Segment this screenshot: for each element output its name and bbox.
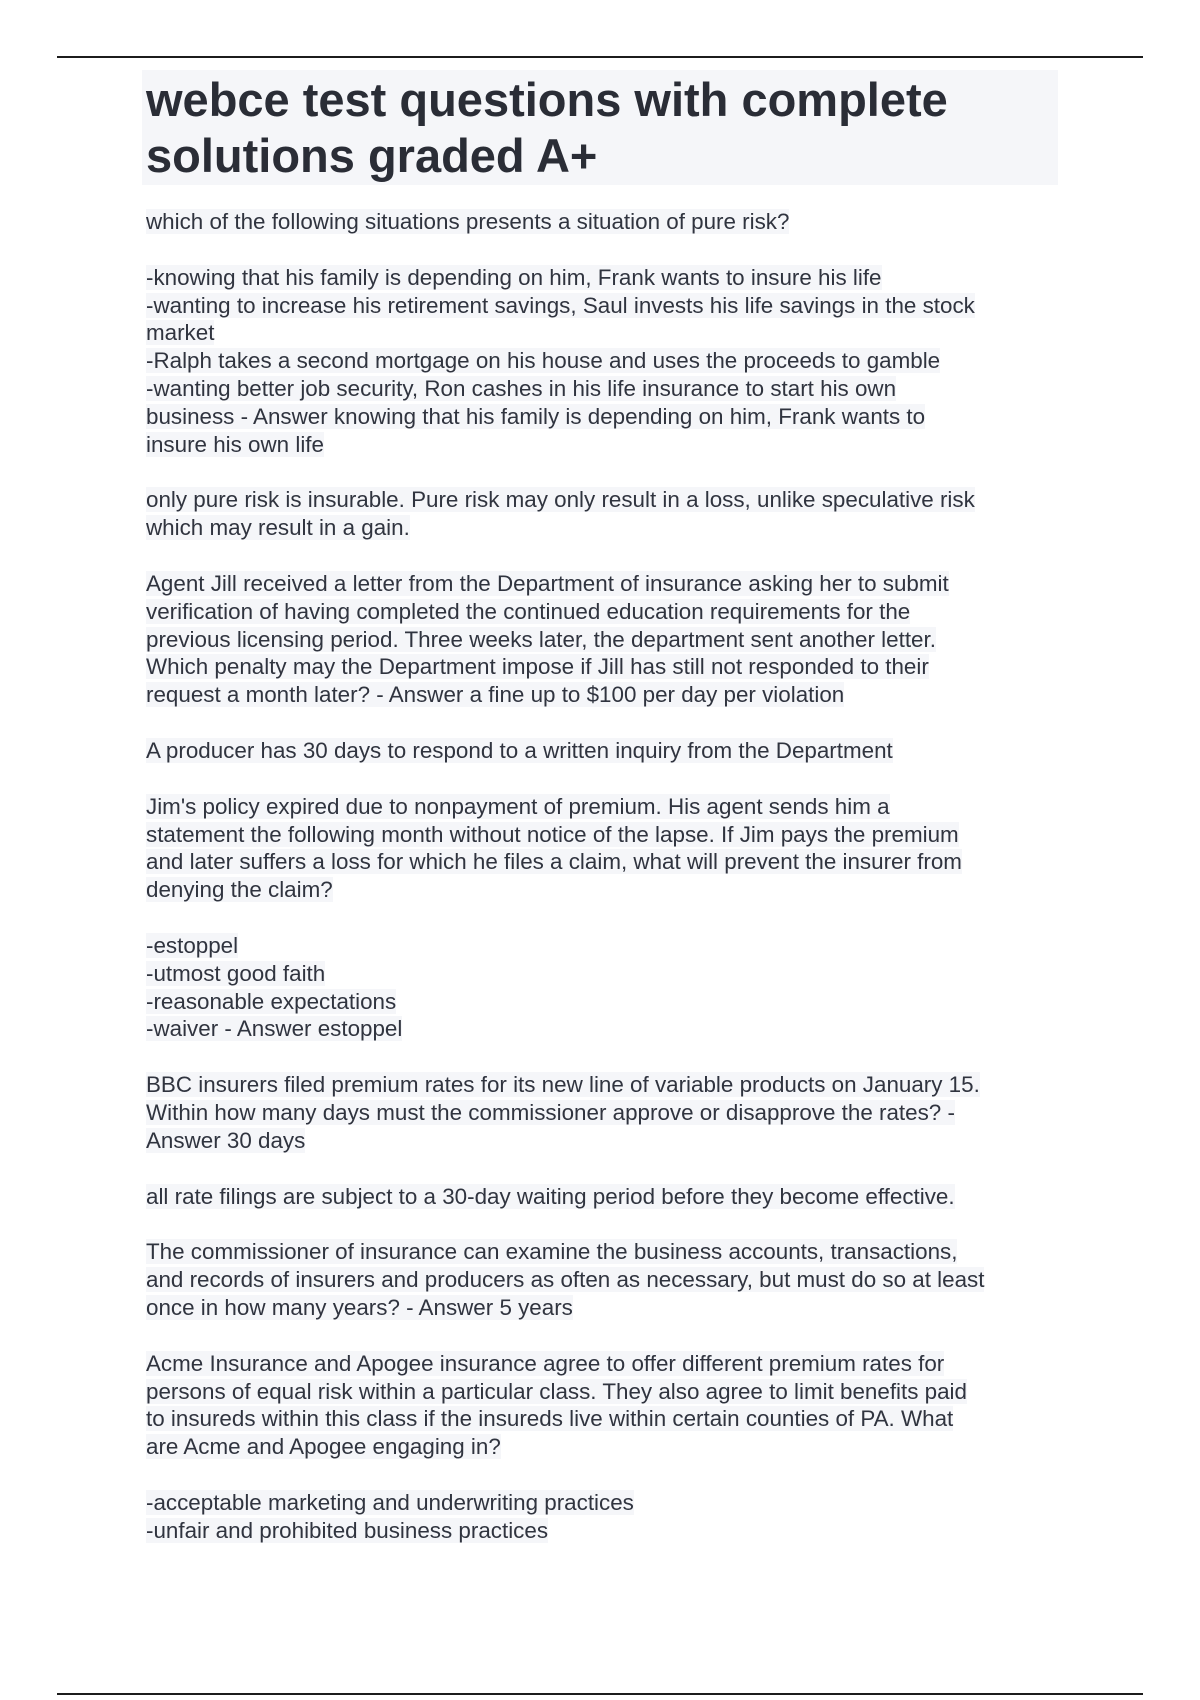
- text-line-content: only pure risk is insurable. Pure risk may only result in a loss, unlike speculative risk: [146, 487, 975, 513]
- text-line-content: which may result in a gain.: [146, 515, 410, 541]
- text-line-content: -waiver - Answer estoppel: [146, 1016, 403, 1042]
- text-line: [146, 960, 1058, 988]
- text-line: [146, 681, 1058, 709]
- text-line: [146, 570, 1058, 598]
- text-line: [146, 1015, 1058, 1043]
- text-line-content: and records of insurers and producers as often as necessary, but must do so at least: [146, 1267, 985, 1293]
- text-line: [146, 319, 1058, 347]
- bottom-rule: [57, 1693, 1143, 1695]
- text-line-content: Jim's policy expired due to nonpayment of premium. His agent sends him a: [146, 793, 890, 819]
- text-line: [146, 375, 1058, 403]
- text-line-content: BBC insurers filed premium rates for its new line of variable products on January 15.: [146, 1072, 980, 1098]
- text-line-content: -reasonable expectations: [146, 988, 397, 1014]
- text-line: [146, 626, 1058, 654]
- text-line: [146, 292, 1058, 320]
- text-block: [146, 208, 1058, 236]
- text-block: [146, 1350, 1058, 1461]
- text-line: [146, 848, 1058, 876]
- text-block: [146, 1183, 1058, 1211]
- text-line-content: -estoppel: [146, 932, 239, 958]
- text-line: [146, 1266, 1058, 1294]
- text-line: [146, 431, 1058, 459]
- text-line-content: Agent Jill received a letter from the Department of insurance asking her to submit: [146, 570, 949, 596]
- text-block: [146, 1071, 1058, 1154]
- text-line-content: verification of having completed the continued education requirements for the: [146, 598, 911, 624]
- text-line-content: -knowing that his family is depending on him, Frank wants to insure his life: [146, 264, 882, 290]
- text-line-content: denying the claim?: [146, 877, 333, 903]
- text-line: [146, 1294, 1058, 1322]
- text-line-content: once in how many years? - Answer 5 years: [146, 1294, 573, 1320]
- text-line: [146, 514, 1058, 542]
- text-line: [146, 1238, 1058, 1266]
- text-line: [146, 1405, 1058, 1433]
- text-line-content: -utmost good faith: [146, 960, 326, 986]
- text-line-content: and later suffers a loss for which he files a claim, what will prevent the insurer from: [146, 849, 962, 875]
- text-line: [146, 1489, 1058, 1517]
- text-line-content: business - Answer knowing that his family is depending on him, Frank wants to: [146, 403, 926, 429]
- text-line: [146, 264, 1058, 292]
- text-line: [146, 653, 1058, 681]
- text-line-content: Which penalty may the Department impose if Jill has still not responded to their: [146, 654, 929, 680]
- text-line-content: -acceptable marketing and underwriting practices: [146, 1489, 634, 1515]
- text-line: [146, 1433, 1058, 1461]
- text-line-content: previous licensing period. Three weeks later, the department sent another letter.: [146, 626, 936, 652]
- text-line: [146, 486, 1058, 514]
- text-block: [146, 486, 1058, 542]
- text-block: [146, 932, 1058, 1043]
- text-block: [146, 1238, 1058, 1321]
- text-line-content: The commissioner of insurance can examine the business accounts, transactions,: [146, 1239, 958, 1265]
- text-line-content: Answer 30 days: [146, 1127, 306, 1153]
- text-line-content: persons of equal risk within a particular class. They also agree to limit benefits paid: [146, 1378, 967, 1404]
- title-line: solutions graded A+: [146, 129, 598, 182]
- text-line: [146, 737, 1058, 765]
- text-line-content: -Ralph takes a second mortgage on his house and uses the proceeds to gamble: [146, 348, 941, 374]
- text-block: [146, 264, 1058, 459]
- text-line-content: all rate filings are subject to a 30-day waiting period before they become effective.: [146, 1183, 955, 1209]
- text-line: [146, 821, 1058, 849]
- text-line-content: request a month later? - Answer a fine up to $100 per day per violation: [146, 682, 845, 708]
- text-block: [146, 793, 1058, 904]
- text-line-content: -wanting better job security, Ron cashes in his life insurance to start his own: [146, 375, 897, 401]
- text-line-content: market: [146, 320, 215, 346]
- text-line: [146, 598, 1058, 626]
- text-line: [146, 932, 1058, 960]
- text-line: [146, 793, 1058, 821]
- text-line-content: insure his own life: [146, 431, 324, 457]
- text-line: [146, 1183, 1058, 1211]
- text-line-content: -wanting to increase his retirement savings, Saul invests his life savings in the stock: [146, 292, 975, 318]
- text-line-content: which of the following situations presents a situation of pure risk?: [146, 209, 790, 234]
- text-line: [146, 208, 1058, 236]
- text-line: [146, 1350, 1058, 1378]
- text-line-content: statement the following month without notice of the lapse. If Jim pays the premium: [146, 821, 959, 847]
- text-line: [146, 347, 1058, 375]
- text-line-content: to insureds within this class if the insureds live within certain counties of PA. What: [146, 1406, 954, 1432]
- text-line: [146, 988, 1058, 1016]
- text-block: [146, 737, 1058, 765]
- text-line: [146, 1517, 1058, 1545]
- text-line: [146, 403, 1058, 431]
- document-body: [146, 208, 1058, 1572]
- text-block: [146, 570, 1058, 709]
- text-line: [146, 876, 1058, 904]
- text-line: [146, 1071, 1058, 1099]
- page-title: [146, 72, 1051, 184]
- text-line-content: A producer has 30 days to respond to a written inquiry from the Department: [146, 737, 893, 763]
- top-rule: [57, 56, 1143, 58]
- text-line-content: Acme Insurance and Apogee insurance agree to offer different premium rates for: [146, 1350, 945, 1376]
- text-line: [146, 1127, 1058, 1155]
- text-line-content: are Acme and Apogee engaging in?: [146, 1434, 501, 1460]
- text-block: [146, 1489, 1058, 1545]
- text-line: [146, 1099, 1058, 1127]
- text-line: [146, 1378, 1058, 1406]
- text-line-content: -unfair and prohibited business practices: [146, 1517, 549, 1543]
- text-line-content: Within how many days must the commissioner approve or disapprove the rates? -: [146, 1099, 955, 1125]
- title-line: webce test questions with complete: [146, 73, 948, 126]
